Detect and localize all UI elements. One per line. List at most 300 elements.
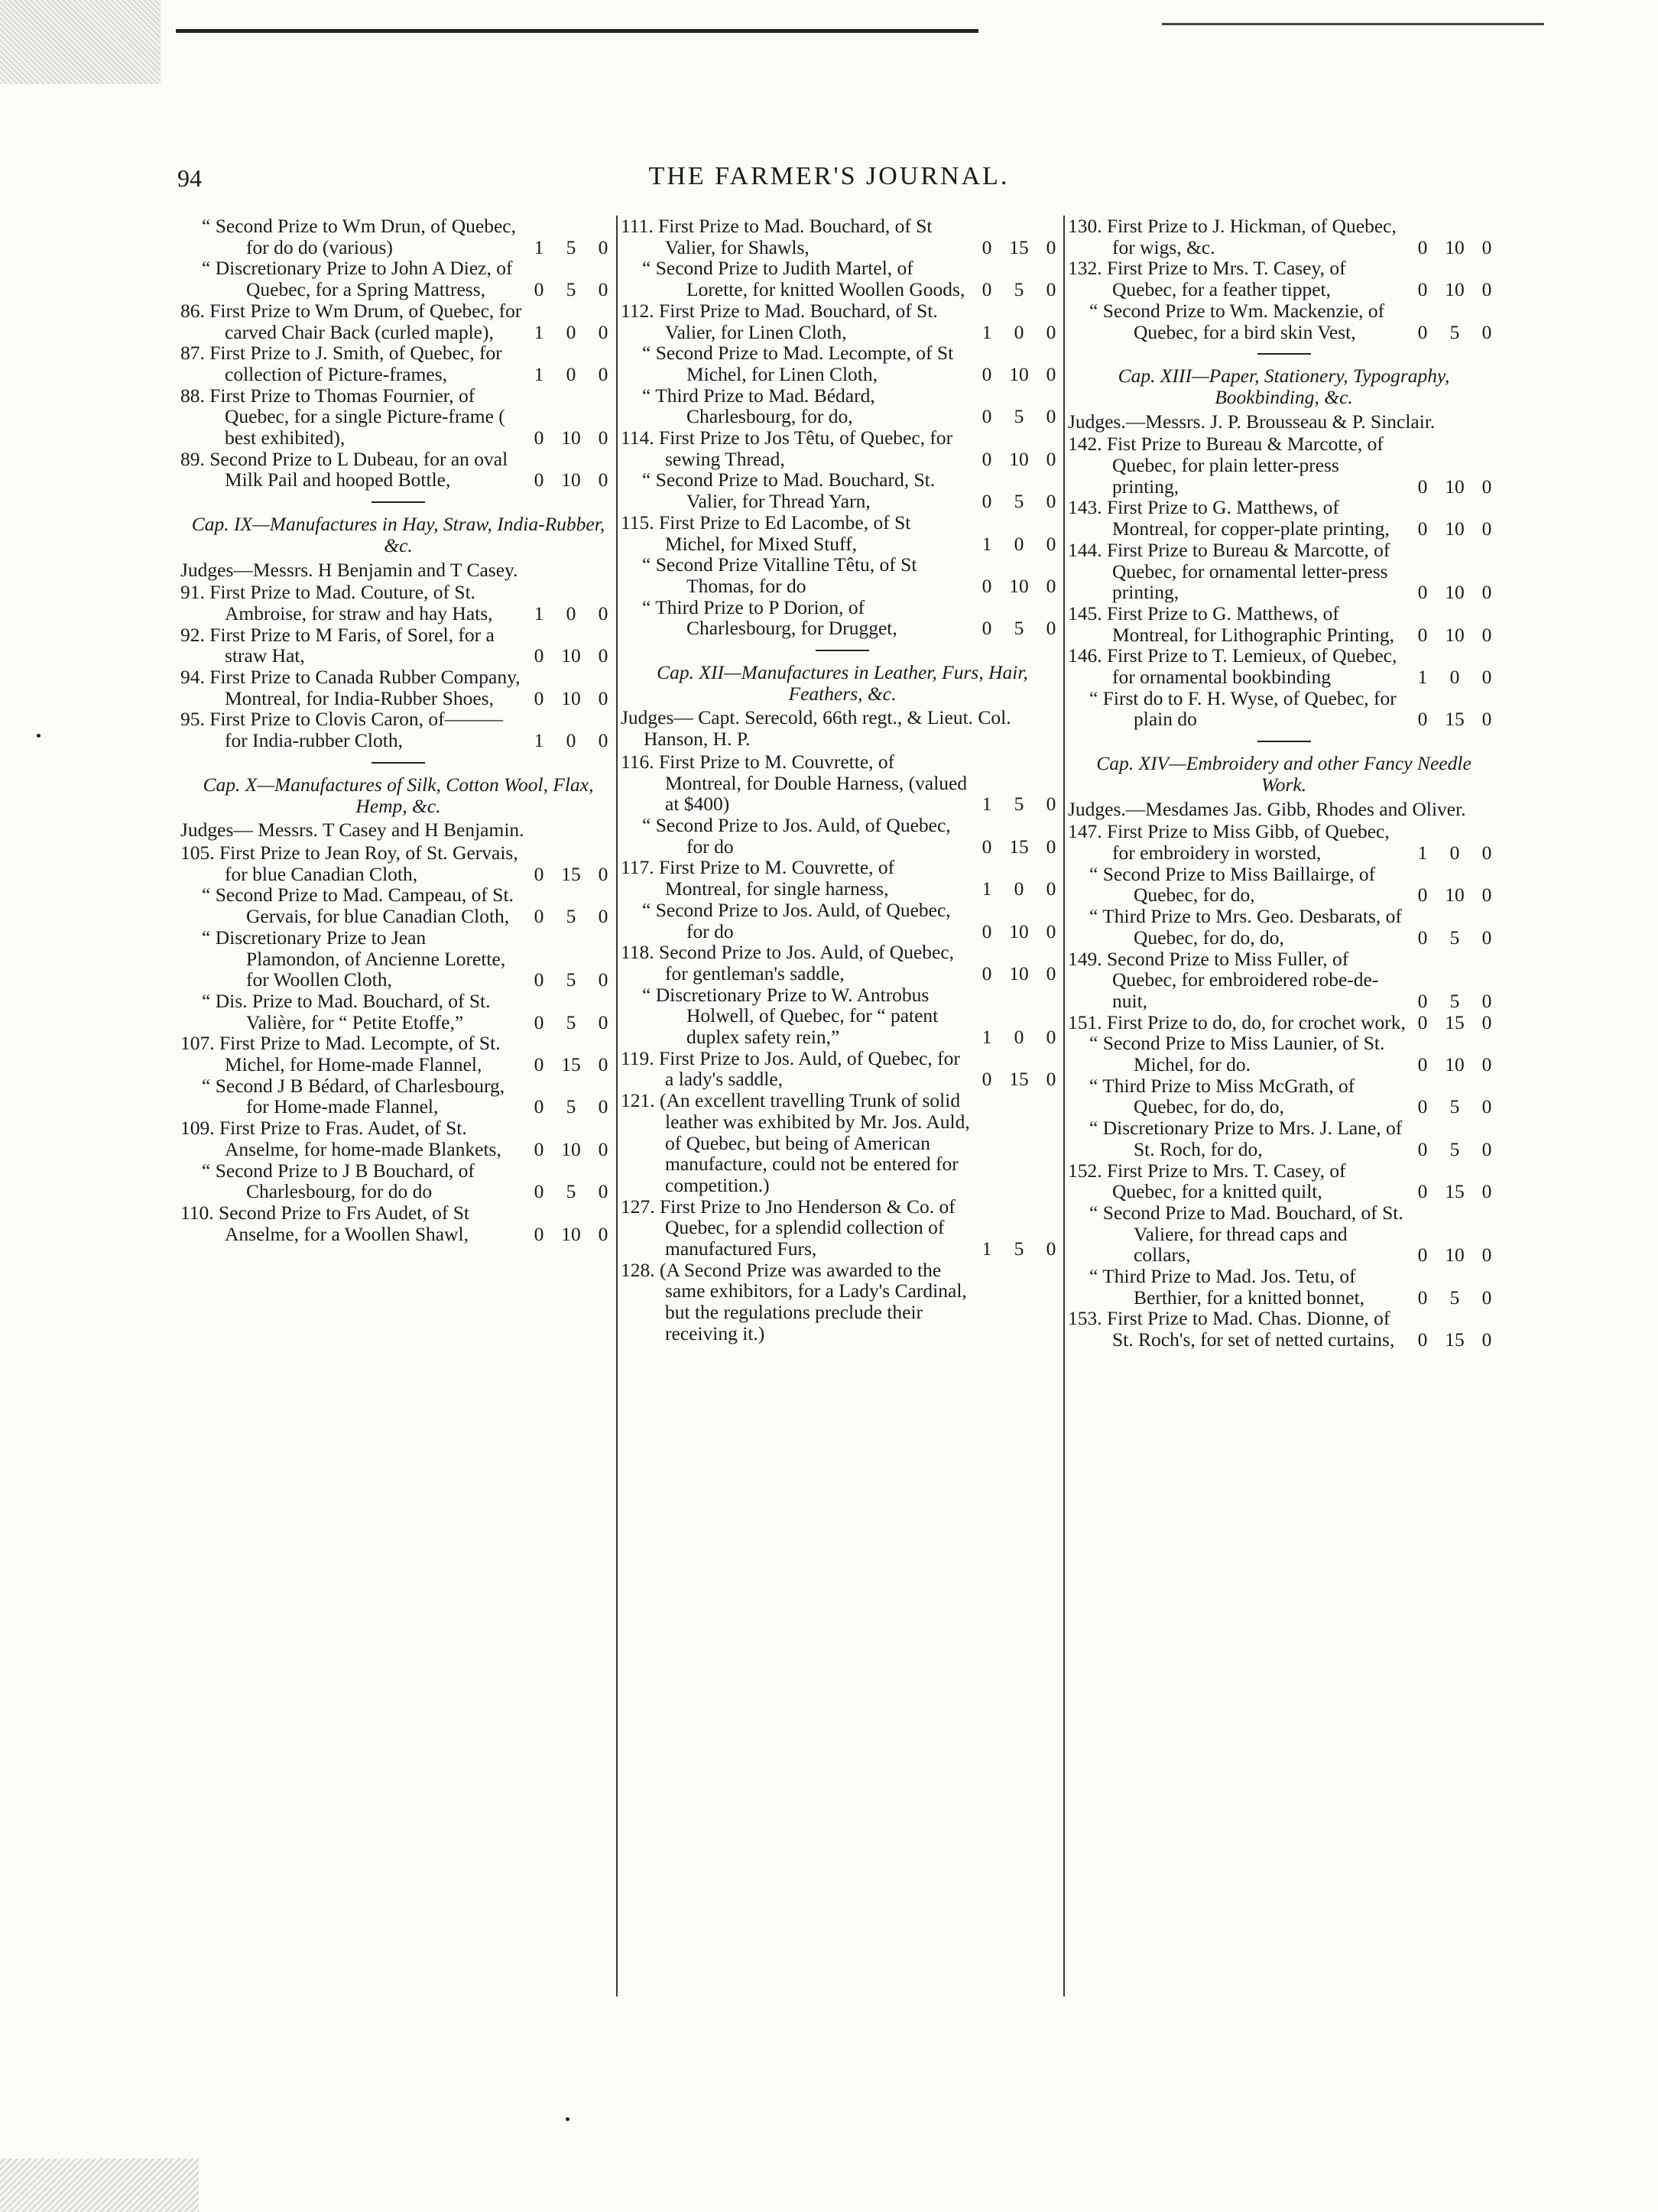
prize-entry-text: 110. Second Prize to Frs Audet, of St Anselme, for a Woollen Shawl, [180, 1201, 469, 1245]
amount-pounds: 1 [534, 602, 544, 624]
prize-amount [974, 1069, 1064, 1090]
amount-pence: 0 [598, 278, 608, 301]
prize-entry [180, 624, 616, 667]
amount-shillings: 10 [561, 644, 581, 667]
amount-pence: 0 [1046, 278, 1056, 301]
amount-pence: 0 [598, 1010, 608, 1033]
amount-shillings: 15 [1009, 835, 1029, 858]
prize-entry [1068, 1308, 1500, 1350]
prize-entry-text: 112. First Prize to Mad. Bouchard, of St. Valier, for Linen Cloth, [621, 299, 938, 343]
prize-amount [526, 1096, 616, 1117]
amount-pounds: 0 [1417, 989, 1428, 1012]
amount-pence: 0 [1481, 320, 1492, 343]
prize-entry-text: 116. First Prize to M. Couvrette, of Montreal, for Double Harness, (valued at $400) [621, 750, 968, 816]
amount-pence: 0 [1481, 278, 1492, 301]
amount-pence: 0 [598, 644, 608, 667]
prize-amount [974, 878, 1064, 900]
amount-pence: 0 [1481, 581, 1492, 604]
prize-entry [180, 216, 616, 258]
prize-amount [1410, 1139, 1500, 1160]
amount-pence: 0 [1046, 574, 1056, 597]
prize-entry-text: “ Second Prize to Mad. Lecompte, of St Michel, for Linen Cloth, [642, 342, 954, 385]
amount-pence: 0 [1481, 1286, 1492, 1309]
chapter-heading: Cap. XIV—Embroidery and other Fancy Needle Work. [1096, 752, 1471, 796]
prize-amount [974, 322, 1064, 343]
amount-pence: 0 [1481, 475, 1492, 498]
amount-shillings: 10 [561, 1222, 581, 1245]
prize-entry [621, 258, 1064, 300]
prize-entry [621, 512, 1064, 554]
prize-entry [621, 1090, 1064, 1196]
prize-entry [180, 927, 616, 991]
amount-shillings: 0 [1449, 666, 1460, 689]
prize-entry [1068, 1075, 1500, 1117]
prize-entry-text: “ Second Prize to J B Bouchard, of Charlesbourg, for do do [202, 1159, 475, 1203]
amount-pence: 0 [598, 469, 608, 491]
prize-amount [1410, 1054, 1500, 1075]
amount-pounds: 0 [534, 1180, 544, 1203]
prize-entry-text: “ Third Prize to Mad. Bédard, Charlesbourg, for do, [642, 384, 875, 428]
amount-pence: 0 [598, 1053, 608, 1076]
prize-entry-text: 89. Second Prize to L Dubeau, for an oval Milk Pail and hooped Bottle, [180, 447, 508, 491]
prize-amount [974, 793, 1064, 815]
prize-entry [1068, 603, 1500, 645]
amount-pence: 0 [1481, 1095, 1492, 1118]
prize-entry-text: 144. First Prize to Bureau & Marcotte, of Quebec, for ornamental letter-press printing, [1068, 538, 1390, 604]
prize-amount [974, 449, 1064, 470]
amount-pounds: 0 [1417, 1010, 1428, 1033]
amount-pounds: 0 [1417, 1180, 1428, 1203]
prize-amount [974, 491, 1064, 512]
column-2 [621, 216, 1064, 1344]
prize-entry [1068, 949, 1500, 1012]
amount-pence: 0 [1046, 532, 1056, 555]
amount-pence: 0 [598, 320, 608, 343]
prize-entry [1068, 1012, 1500, 1033]
prize-amount [526, 645, 616, 667]
prize-entry [621, 1260, 1064, 1344]
prize-entry [1068, 1202, 1500, 1266]
prize-amount [526, 469, 616, 491]
prize-amount [974, 534, 1064, 555]
prize-entry [1068, 433, 1500, 497]
prize-amount [526, 1139, 616, 1160]
amount-shillings: 10 [1009, 962, 1029, 984]
prize-entry-text: “ Second Prize to Miss Baillairge, of Quebec, for do, [1089, 862, 1376, 907]
prize-entry-text: 115. First Prize to Ed Lacombe, of St Michel, for Mixed Stuff, [621, 511, 911, 555]
amount-pounds: 1 [1417, 666, 1428, 689]
prize-amount [526, 1181, 616, 1202]
prize-entry [621, 597, 1064, 639]
prize-entry-text: 105. First Prize to Jean Roy, of St. Gervais, for blue Canadian Cloth, [180, 841, 518, 885]
amount-pence: 0 [1481, 884, 1492, 907]
amount-shillings: 0 [1014, 877, 1024, 900]
prize-entry [180, 709, 616, 751]
prize-amount [1410, 927, 1500, 949]
amount-shillings: 5 [566, 235, 576, 258]
amount-pounds: 0 [534, 862, 544, 885]
prize-amount [1410, 842, 1500, 864]
prize-entry [621, 857, 1064, 899]
amount-pence: 0 [1481, 1180, 1492, 1203]
prize-entry-text: 107. First Prize to Mad. Lecompte, of St. Michel, for Home-made Flannel, [180, 1032, 501, 1076]
prize-entry [1068, 906, 1500, 948]
page-number: 94 [177, 164, 202, 192]
amount-pounds: 0 [1417, 884, 1428, 907]
amount-pence: 0 [1481, 1010, 1492, 1033]
amount-pounds: 0 [1417, 517, 1428, 540]
amount-pence: 0 [1481, 989, 1492, 1012]
amount-pence: 0 [1046, 490, 1056, 513]
section-separator [1257, 741, 1311, 742]
amount-pounds: 0 [1417, 1095, 1428, 1118]
amount-pounds: 0 [534, 644, 544, 667]
prize-entry [180, 300, 616, 342]
amount-pence: 0 [598, 1095, 608, 1118]
amount-shillings: 10 [1445, 884, 1465, 907]
prize-amount [974, 618, 1064, 639]
prize-entry [180, 991, 616, 1033]
prize-entry [1068, 540, 1500, 603]
prize-entry [180, 842, 616, 884]
prize-entry [1068, 821, 1500, 863]
amount-pounds: 0 [1417, 926, 1428, 949]
amount-pence: 0 [1046, 405, 1056, 428]
prize-amount [1410, 1012, 1500, 1033]
prize-entry [180, 342, 616, 384]
prize-entry [621, 1196, 1064, 1260]
amount-shillings: 5 [1014, 405, 1024, 428]
torn-edge-rule [176, 29, 978, 33]
amount-shillings: 15 [1445, 1010, 1465, 1033]
prize-amount [526, 906, 616, 927]
prize-amount [974, 921, 1064, 942]
amount-pence: 0 [1046, 1237, 1056, 1260]
amount-shillings: 10 [1009, 920, 1029, 942]
prize-entry [180, 582, 616, 624]
prize-amount [1410, 1329, 1500, 1351]
amount-shillings: 15 [1445, 1180, 1465, 1203]
amount-pounds: 0 [534, 686, 544, 709]
prize-entry-text: “ Second Prize to Miss Launier, of St. Michel, for do. [1089, 1032, 1385, 1076]
amount-pounds: 0 [534, 427, 544, 449]
prize-amount [974, 576, 1064, 597]
amount-pounds: 0 [981, 235, 992, 258]
prize-amount [1410, 624, 1500, 646]
amount-pounds: 0 [981, 962, 992, 984]
section-separator [372, 501, 425, 503]
prize-entry-text: “ Second Prize to Mad. Campeau, of St. Gervais, for blue Canadian Cloth, [202, 884, 514, 928]
prize-entry-text: 87. First Prize to J. Smith, of Quebec, for collection of Picture-frames, [180, 342, 502, 385]
amount-shillings: 0 [1014, 1026, 1024, 1049]
torn-edge-rule-right [1162, 23, 1544, 25]
amount-pounds: 1 [534, 235, 544, 258]
prize-entry-text: 114. First Prize to Jos Têtu, of Quebec, for sewing Thread, [621, 427, 953, 470]
prize-entry [621, 427, 1064, 469]
prize-entry [1068, 645, 1500, 687]
amount-pounds: 1 [981, 320, 992, 343]
amount-pounds: 0 [981, 835, 992, 858]
amount-pence: 0 [1046, 877, 1056, 900]
prize-amount [1410, 709, 1500, 730]
amount-pounds: 0 [1417, 1328, 1428, 1351]
prize-entry-text: “ Second Prize to Mad. Bouchard, St. Valier, for Thread Yarn, [642, 469, 936, 513]
prize-entry [621, 342, 1064, 384]
amount-shillings: 5 [1449, 320, 1460, 343]
prize-entry [1068, 300, 1500, 342]
amount-pence: 0 [598, 1222, 608, 1245]
amount-pounds: 0 [1417, 475, 1428, 498]
amount-pence: 0 [1481, 666, 1492, 689]
prize-entry-text: “ Third Prize to P Dorion, of Charlesbourg, for Drugget, [642, 595, 897, 640]
prize-entry-text: “ First do to F. H. Wyse, of Quebec, for plain do [1089, 686, 1397, 731]
prize-entry-text: 88. First Prize to Thomas Fournier, of Quebec, for a single Picture-frame ( best exhibited), [180, 384, 505, 449]
prize-amount [974, 963, 1064, 984]
amount-pounds: 0 [534, 1095, 544, 1118]
amount-pence: 0 [598, 686, 608, 709]
prize-entry [180, 1117, 616, 1160]
prize-entry [621, 1048, 1064, 1090]
judges-line: Judges—Messrs. H Benjamin and T Casey. [180, 558, 518, 581]
section-separator [1257, 353, 1311, 355]
amount-shillings: 0 [1014, 532, 1024, 555]
amount-pounds: 0 [1417, 1137, 1428, 1160]
prize-entry [621, 300, 1064, 342]
amount-pence: 0 [598, 862, 608, 885]
prize-amount [1410, 1244, 1500, 1266]
running-head: THE FARMER'S JOURNAL. [648, 162, 1010, 190]
amount-pounds: 0 [1417, 235, 1428, 258]
prize-amount [1410, 476, 1500, 498]
prize-entry-text: 132. First Prize to Mrs. T. Casey, of Quebec, for a feather tippet, [1068, 257, 1346, 301]
prize-entry-text: 128. (A Second Prize was awarded to the same exhibitors, for a Lady's Cardinal, but the regulations preclude their receiving it.) [621, 1258, 967, 1344]
amount-shillings: 5 [1014, 793, 1024, 816]
prize-entry-text: “ Discretionary Prize to W. Antrobus Holwell, of Quebec, for “ patent duplex safety rein,” [642, 983, 939, 1049]
prize-entry [621, 385, 1064, 427]
amount-shillings: 15 [1445, 1328, 1465, 1351]
amount-shillings: 5 [1449, 1095, 1460, 1118]
prize-entry [1068, 497, 1500, 539]
prize-amount [526, 730, 616, 751]
amount-pence: 0 [1481, 926, 1492, 949]
prize-amount [526, 322, 616, 343]
amount-pence: 0 [598, 1180, 608, 1203]
amount-shillings: 10 [1445, 517, 1465, 540]
prize-entry-text: 86. First Prize to Wm Drum, of Quebec, for carved Chair Back (curled maple), [180, 299, 522, 343]
amount-pounds: 0 [981, 1068, 992, 1091]
prize-entry-text: 152. First Prize to Mrs. T. Casey, of Quebec, for a knitted quilt, [1068, 1159, 1346, 1203]
amount-shillings: 15 [561, 862, 581, 885]
amount-shillings: 10 [1445, 475, 1465, 498]
chapter-heading: Cap. XII—Manufactures in Leather, Furs, Hair, Feathers, &c. [657, 661, 1028, 705]
prize-entry [1068, 258, 1500, 300]
judges-line: Judges— Messrs. T Casey and H Benjamin. [180, 819, 524, 842]
amount-shillings: 5 [566, 278, 576, 301]
prize-amount [526, 603, 616, 624]
prize-entry [180, 1202, 616, 1244]
prize-entry [180, 667, 616, 709]
amount-pounds: 0 [534, 278, 544, 301]
prize-entry-text: “ Second Prize to Jos. Auld, of Quebec, for do [642, 813, 951, 858]
amount-pounds: 0 [981, 617, 992, 640]
prize-amount [1410, 991, 1500, 1012]
prize-amount [526, 969, 616, 991]
amount-pence: 0 [598, 602, 608, 624]
judges-line: Judges.—Messrs. J. P. Brousseau & P. Sinclair. [1068, 410, 1436, 433]
prize-entry [621, 751, 1064, 815]
amount-pounds: 0 [534, 469, 544, 491]
amount-pence: 0 [1046, 235, 1056, 258]
prize-amount [1410, 667, 1500, 688]
prize-entry-text: “ Discretionary Prize to John A Diez, of Quebec, for a Spring Mattress, [202, 257, 513, 301]
prize-entry [180, 884, 616, 926]
amount-shillings: 10 [561, 1137, 581, 1160]
prize-amount [974, 1027, 1064, 1048]
prize-entry-text: 92. First Prize to M Faris, of Sorel, for a straw Hat, [180, 623, 495, 667]
amount-shillings: 10 [1445, 623, 1465, 646]
prize-entry [1068, 216, 1500, 258]
prize-amount [974, 836, 1064, 858]
prize-amount [974, 406, 1064, 427]
amount-pounds: 0 [981, 920, 992, 942]
amount-pounds: 0 [981, 362, 992, 385]
section-separator [372, 762, 425, 764]
prize-amount [1410, 1287, 1500, 1309]
prize-entry-text: “ Second Prize to Mad. Bouchard, of St. Valiere, for thread caps and collars, [1089, 1201, 1403, 1267]
amount-pence: 0 [598, 729, 608, 752]
prize-entry-text: “ Discretionary Prize to Jean Plamondon, of Ancienne Lorette, for Woollen Cloth, [202, 926, 506, 991]
prize-amount [526, 688, 616, 709]
amount-pence: 0 [598, 1137, 608, 1160]
amount-shillings: 5 [566, 968, 576, 991]
prize-entry [621, 469, 1064, 511]
amount-pounds: 1 [534, 729, 544, 752]
prize-entry-text: “ Second Prize to Judith Martel, of Lorette, for knitted Woollen Goods, [642, 257, 965, 301]
amount-shillings: 5 [566, 905, 576, 928]
amount-shillings: 15 [1009, 235, 1029, 258]
prize-entry-text: 117. First Prize to M. Couvrette, of Montreal, for single harness, [621, 856, 895, 900]
prize-entry-text: “ Third Prize to Mad. Jos. Tetu, of Berthier, for a knitted bonnet, [1089, 1265, 1365, 1309]
prize-entry-text: 149. Second Prize to Miss Fuller, of Quebec, for embroidered robe-de-nuit, [1068, 947, 1379, 1012]
prize-entry [621, 554, 1064, 596]
amount-pounds: 1 [534, 362, 544, 385]
amount-pence: 0 [1046, 320, 1056, 343]
prize-amount [526, 364, 616, 385]
amount-pounds: 0 [534, 1222, 544, 1245]
prize-entry-text: 151. First Prize to do, do, for crochet work, [1068, 1010, 1406, 1033]
prize-amount [1410, 1096, 1500, 1117]
prize-entry-text: 95. First Prize to Clovis Caron, of———for India-rubber Cloth, [180, 708, 504, 752]
amount-shillings: 5 [566, 1095, 576, 1118]
prize-amount [526, 864, 616, 885]
prize-entry-text: “ Dis. Prize to Mad. Bouchard, of St. Valière, for “ Petite Etoffe,” [202, 989, 491, 1033]
amount-pence: 0 [1481, 623, 1492, 646]
amount-pounds: 0 [1417, 1053, 1428, 1076]
prize-amount [526, 1054, 616, 1075]
amount-pounds: 0 [1417, 623, 1428, 646]
prize-entry [180, 1033, 616, 1075]
amount-shillings: 5 [566, 1180, 576, 1203]
amount-pounds: 0 [534, 1137, 544, 1160]
prize-amount [526, 1224, 616, 1245]
amount-shillings: 0 [566, 320, 576, 343]
amount-pence: 0 [1046, 1026, 1056, 1049]
prize-amount [974, 279, 1064, 300]
amount-pounds: 0 [1417, 581, 1428, 604]
prize-entry-text: “ Second J B Bédard, of Charlesbourg, for Home-made Flannel, [202, 1074, 505, 1118]
prize-amount [1410, 582, 1500, 603]
amount-shillings: 0 [1449, 841, 1460, 864]
amount-shillings: 10 [1445, 278, 1465, 301]
amount-pence: 0 [1046, 362, 1056, 385]
amount-pence: 0 [1481, 841, 1492, 864]
scan-noise-top-left [0, 0, 161, 84]
amount-pounds: 1 [981, 532, 992, 555]
amount-shillings: 10 [561, 427, 581, 449]
amount-pounds: 1 [981, 1237, 992, 1260]
amount-pence: 0 [1046, 793, 1056, 816]
prize-entry [1068, 688, 1500, 730]
prize-entry-text: 109. First Prize to Fras. Audet, of St. Anselme, for home-made Blankets, [180, 1117, 501, 1160]
prize-amount [526, 1012, 616, 1033]
amount-pounds: 0 [1417, 708, 1428, 731]
prize-entry-text: 142. Fist Prize to Bureau & Marcotte, of Quebec, for plain letter-press printing, [1068, 433, 1384, 498]
prize-amount [974, 1238, 1064, 1260]
section-separator [816, 650, 869, 651]
prize-entry-text: 121. (An excellent travelling Trunk of solid leather was exhibited by Mr. Jos. Auld, of Quebec, but being of American manufacture, could not be entered for competition.) [621, 1089, 970, 1196]
prize-entry [180, 385, 616, 449]
prize-entry-text: “ Second Prize to Jos. Auld, of Quebec, for do [642, 898, 951, 942]
amount-shillings: 0 [566, 729, 576, 752]
prize-entry-text: 91. First Prize to Mad. Couture, of St. Ambroise, for straw and hay Hats, [180, 581, 493, 624]
amount-pounds: 1 [981, 793, 992, 816]
prize-entry [1068, 1033, 1500, 1075]
prize-amount [1410, 1181, 1500, 1202]
prize-amount [526, 279, 616, 300]
amount-pence: 0 [1046, 1068, 1056, 1091]
amount-pence: 0 [598, 362, 608, 385]
amount-pounds: 0 [1417, 1286, 1428, 1309]
amount-shillings: 15 [1009, 1068, 1029, 1091]
prize-entry [621, 984, 1064, 1048]
amount-pounds: 0 [534, 1010, 544, 1033]
amount-pounds: 1 [981, 877, 992, 900]
amount-shillings: 5 [1014, 617, 1024, 640]
amount-pence: 0 [1481, 517, 1492, 540]
amount-pence: 0 [1481, 1137, 1492, 1160]
prize-entry [621, 815, 1064, 857]
amount-shillings: 0 [1014, 320, 1024, 343]
amount-shillings: 15 [1445, 708, 1465, 731]
prize-amount [974, 237, 1064, 258]
prize-entry-text: 147. First Prize to Miss Gibb, of Quebec, for embroidery in worsted, [1068, 820, 1390, 864]
amount-pounds: 1 [1417, 841, 1428, 864]
amount-pounds: 0 [534, 905, 544, 928]
prize-entry-text: 127. First Prize to Jno Henderson & Co. of Quebec, for a splendid collection of manufactured Furs, [621, 1195, 956, 1260]
amount-shillings: 5 [1449, 989, 1460, 1012]
amount-shillings: 0 [566, 602, 576, 624]
amount-shillings: 10 [1445, 1244, 1465, 1267]
column-1 [180, 216, 616, 1244]
column-3 [1068, 216, 1500, 1351]
prize-entry-text: “ Second Prize to Wm. Mackenzie, of Quebec, for a bird skin Vest, [1089, 299, 1385, 343]
stray-mark [37, 734, 41, 738]
amount-pence: 0 [598, 427, 608, 449]
amount-shillings: 10 [1009, 447, 1029, 470]
amount-shillings: 5 [1449, 1137, 1460, 1160]
amount-pence: 0 [1481, 1053, 1492, 1076]
amount-shillings: 0 [566, 362, 576, 385]
